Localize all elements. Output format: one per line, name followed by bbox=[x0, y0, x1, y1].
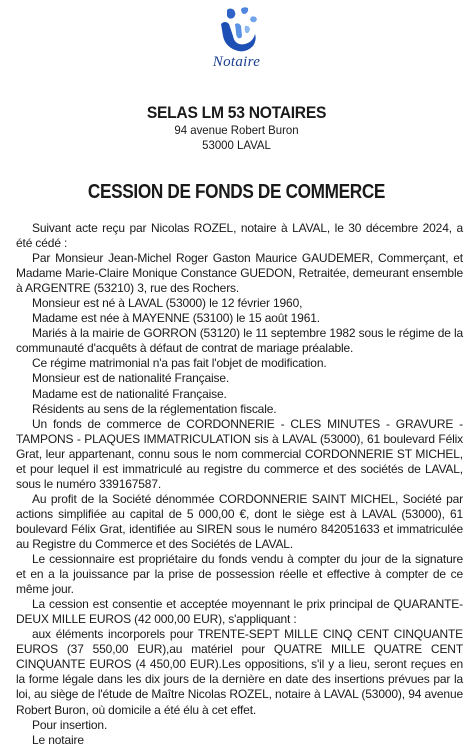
paragraph-birth-husband: Monsieur est né à LAVAL (53000) le 12 février 1960, bbox=[32, 296, 303, 311]
firm-header bbox=[0, 103, 473, 153]
firm-address-street: 94 avenue Robert Buron bbox=[174, 123, 299, 137]
paragraph-buyer: Au profit de la Société dénommée CORDONNERIE SAINT MICHEL, Société par actions simplifiée au capital de 5 000,00 €, dont le siège est à LAVAL (53000), 61 boulevard Félix Grat, identifiée au SIREN sous le numéro 842051633 et immatriculée au Registre du Commerce et des Sociétés de LAVAL. bbox=[16, 491, 463, 551]
notice-body bbox=[16, 221, 463, 748]
notice-title: CESSION DE FONDS DE COMMERCE bbox=[87, 181, 386, 203]
paragraph-birth-wife: Madame est née à MAYENNE (53100) le 15 août 1961. bbox=[32, 311, 320, 326]
paragraph-residence: Résidents au sens de la réglementation fiscale. bbox=[32, 401, 277, 416]
paragraph-marriage: Mariés à la mairie de GORRON (53120) le 11 septembre 1982 sous le régime de la communauté d'acquêts à défaut de contrat de mariage préalable. bbox=[16, 326, 463, 356]
paragraph-sellers: Par Monsieur Jean-Michel Roger Gaston Maurice GAUDEMER, Commerçant, et Madame Marie-Claire Monique Constance GUEDON, Retraitée, demeurant ensemble à ARGENTRE (53210) 3, rue des Rochers. bbox=[16, 251, 463, 296]
paragraph-nationality-wife: Madame est de nationalité Française. bbox=[32, 386, 227, 401]
notaire-logo bbox=[0, 6, 473, 71]
paragraph-insertion: Pour insertion. bbox=[32, 717, 108, 732]
paragraph-price: La cession est consentie et acceptée moyennant le prix principal de QUARANTE-DEUX MILLE EUROS (42 000,00 EUR), s'appliquant : bbox=[16, 597, 463, 627]
logo-text: Notaire bbox=[212, 54, 261, 70]
paragraph-regime: Ce régime matrimonial n'a pas fait l'objet de modification. bbox=[32, 356, 327, 371]
firm-name: SELAS LM 53 NOTAIRES bbox=[146, 103, 327, 122]
paragraph-breakdown: aux éléments incorporels pour TRENTE-SEPT MILLE CINQ CENT CINQUANTE EUROS (37 550,00 EUR),au matériel pour QUATRE MILLE QUATRE CENT CINQUANTE EUROS (4 450,00 EUR).Les oppositions, s'il y a lieu, seront reçues en la forme légale dans les dix jours de la dernière en date des insertions prévues par la loi, au siège de l'étude de Maître Nicolas ROZEL, notaire à LAVAL (53000), 94 avenue Robert Buron, où domicile a été élu à cet effet. bbox=[16, 627, 463, 717]
paragraph-intro: Suivant acte reçu par Nicolas ROZEL, notaire à LAVAL, le 30 décembre 2024, a été cédé : bbox=[16, 221, 463, 251]
paragraph-business: Un fonds de commerce de CORDONNERIE - CLES MINUTES - GRAVURE - TAMPONS - PLAQUES IMMATRICULATION sis à LAVAL (53000), 61 boulevard Félix Grat, leur appartenant, connu sous le nom commercial CORDONNERIE ST MICHEL, et pour lequel il est immatriculé au registre du commerce et des sociétés de LAVAL, sous le numéro 339167587. bbox=[16, 416, 463, 491]
paragraph-signature: Le notaire bbox=[32, 732, 84, 747]
paragraph-nationality-husband: Monsieur est de nationalité Française. bbox=[32, 371, 230, 386]
paragraph-possession: Le cessionnaire est propriétaire du fonds vendu à compter du jour de la signature et en a la jouissance par la prise de possession réelle et effective à compter de ce même jour. bbox=[16, 552, 463, 597]
notaire-emblem-icon bbox=[211, 6, 263, 56]
firm-address-city: 53000 LAVAL bbox=[202, 138, 271, 152]
